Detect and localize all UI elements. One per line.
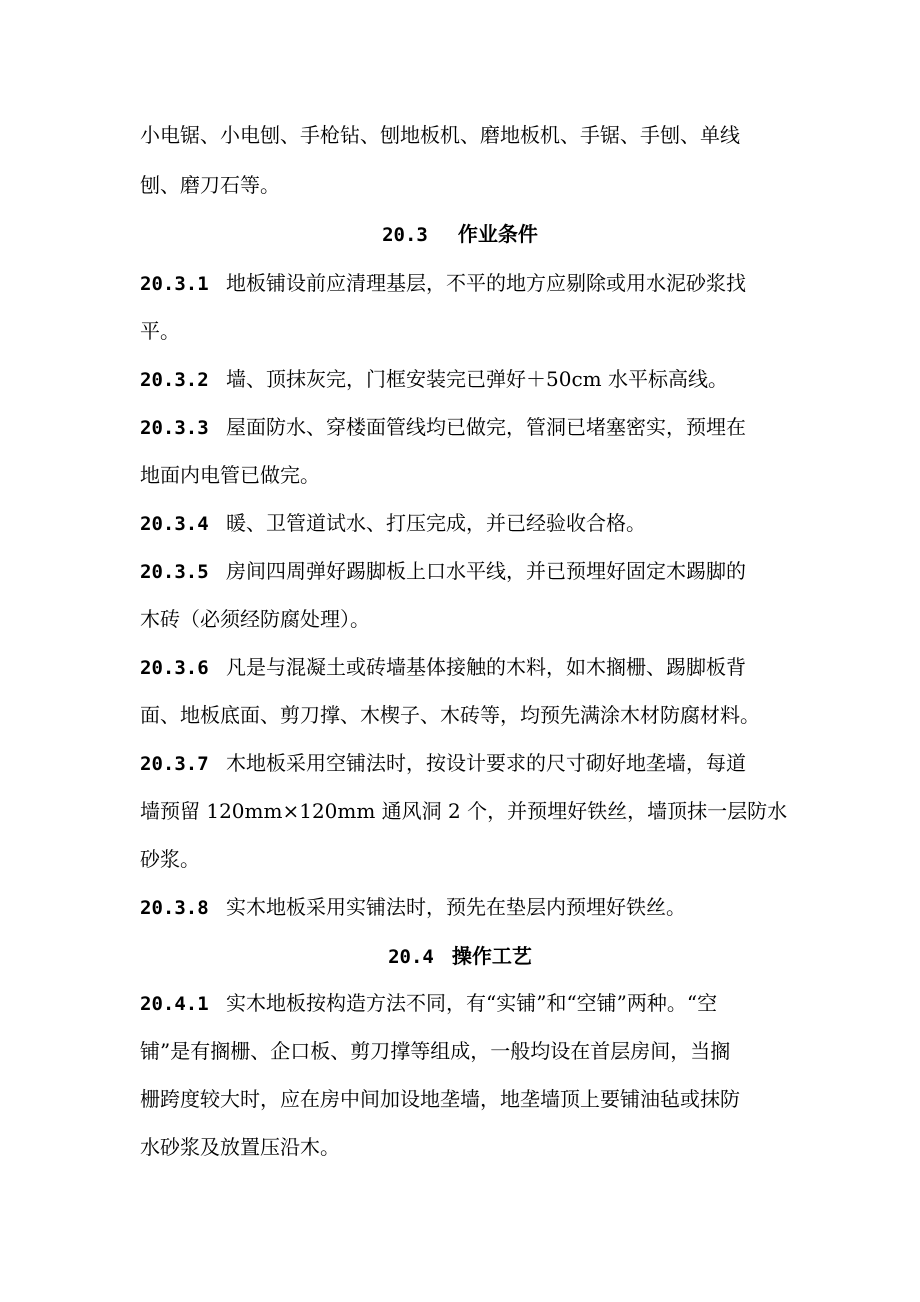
section-heading-20-3 xyxy=(0,220,920,248)
clause-20-3-7 xyxy=(140,749,746,777)
clause-text: 木地板采用空铺法时，按设计要求的尺寸砌好地垄墙，每道 xyxy=(226,751,746,775)
clause-20-3-4 xyxy=(140,509,646,537)
clause-text: 地板铺设前应清理基层，不平的地方应剔除或用水泥砂浆找 xyxy=(226,271,746,295)
clause-text: 实木地板按构造方法不同，有“实铺”和“空铺”两种。“空 xyxy=(226,991,718,1015)
clause-20-3-1 xyxy=(140,269,746,297)
clause-20-3-6 xyxy=(140,653,746,681)
clause-text: 实木地板采用实铺法时，预先在垫层内预埋好铁丝。 xyxy=(226,895,686,919)
clause-20-3-2 xyxy=(140,365,728,393)
clause-20-3-5 xyxy=(140,557,746,585)
clause-number: 20.3.2 xyxy=(140,369,209,391)
clause-20-3-3-cont: 地面内电管已做完。 xyxy=(140,463,320,487)
section-heading-20-4 xyxy=(0,942,920,970)
clause-20-3-3 xyxy=(140,413,746,441)
section-number: 20.4 xyxy=(388,946,434,968)
clause-number: 20.4.1 xyxy=(140,993,209,1015)
clause-number: 20.3.1 xyxy=(140,273,209,295)
clause-number: 20.3.3 xyxy=(140,417,209,439)
clause-text: 凡是与混凝土或砖墙基体接触的木料，如木搁栅、踢脚板背 xyxy=(226,655,746,679)
clause-20-3-8 xyxy=(140,893,686,921)
clause-number: 20.3.6 xyxy=(140,657,209,679)
clause-20-4-1-cont-2: 栅跨度较大时，应在房中间加设地垄墙，地垄墙顶上要铺油毡或抹防 xyxy=(140,1087,740,1111)
clause-text: 暖、卫管道试水、打压完成，并已经验收合格。 xyxy=(226,511,646,535)
clause-20-3-6-cont: 面、地板底面、剪刀撑、木楔子、木砖等，均预先满涂木材防腐材料。 xyxy=(140,703,760,727)
clause-20-4-1-cont-3: 水砂浆及放置压沿木。 xyxy=(140,1135,340,1159)
clause-20-3-7-cont-2: 砂浆。 xyxy=(140,847,200,871)
clause-text: 墙、顶抹灰完，门框安装完已弹好＋50cm 水平标高线。 xyxy=(226,367,728,391)
clause-20-3-1-cont: 平。 xyxy=(140,319,180,343)
clause-number: 20.3.5 xyxy=(140,561,209,583)
clause-number: 20.3.8 xyxy=(140,897,209,919)
clause-20-4-1-cont-1: 铺”是有搁栅、企口板、剪刀撑等组成，一般均设在首层房间，当搁 xyxy=(140,1039,731,1063)
clause-20-3-5-cont: 木砖（必须经防腐处理）。 xyxy=(140,607,370,631)
intro-line-2: 刨、磨刀石等。 xyxy=(140,173,280,197)
clause-text: 屋面防水、穿楼面管线均已做完，管洞已堵塞密实，预埋在 xyxy=(226,415,746,439)
section-title: 操作工艺 xyxy=(451,944,532,968)
clause-20-3-7-cont-1: 墙预留 120mm×120mm 通风洞 2 个，并预埋好铁丝，墙顶抹一层防水 xyxy=(140,799,788,823)
clause-20-4-1 xyxy=(140,989,717,1017)
clause-number: 20.3.4 xyxy=(140,513,209,535)
intro-line-1: 小电锯、小电刨、手枪钻、刨地板机、磨地板机、手锯、手刨、单线 xyxy=(140,123,740,147)
section-title: 作业条件 xyxy=(457,222,538,246)
clause-number: 20.3.7 xyxy=(140,753,209,775)
clause-text: 房间四周弹好踢脚板上口水平线，并已预埋好固定木踢脚的 xyxy=(226,559,746,583)
section-number: 20.3 xyxy=(382,224,428,246)
